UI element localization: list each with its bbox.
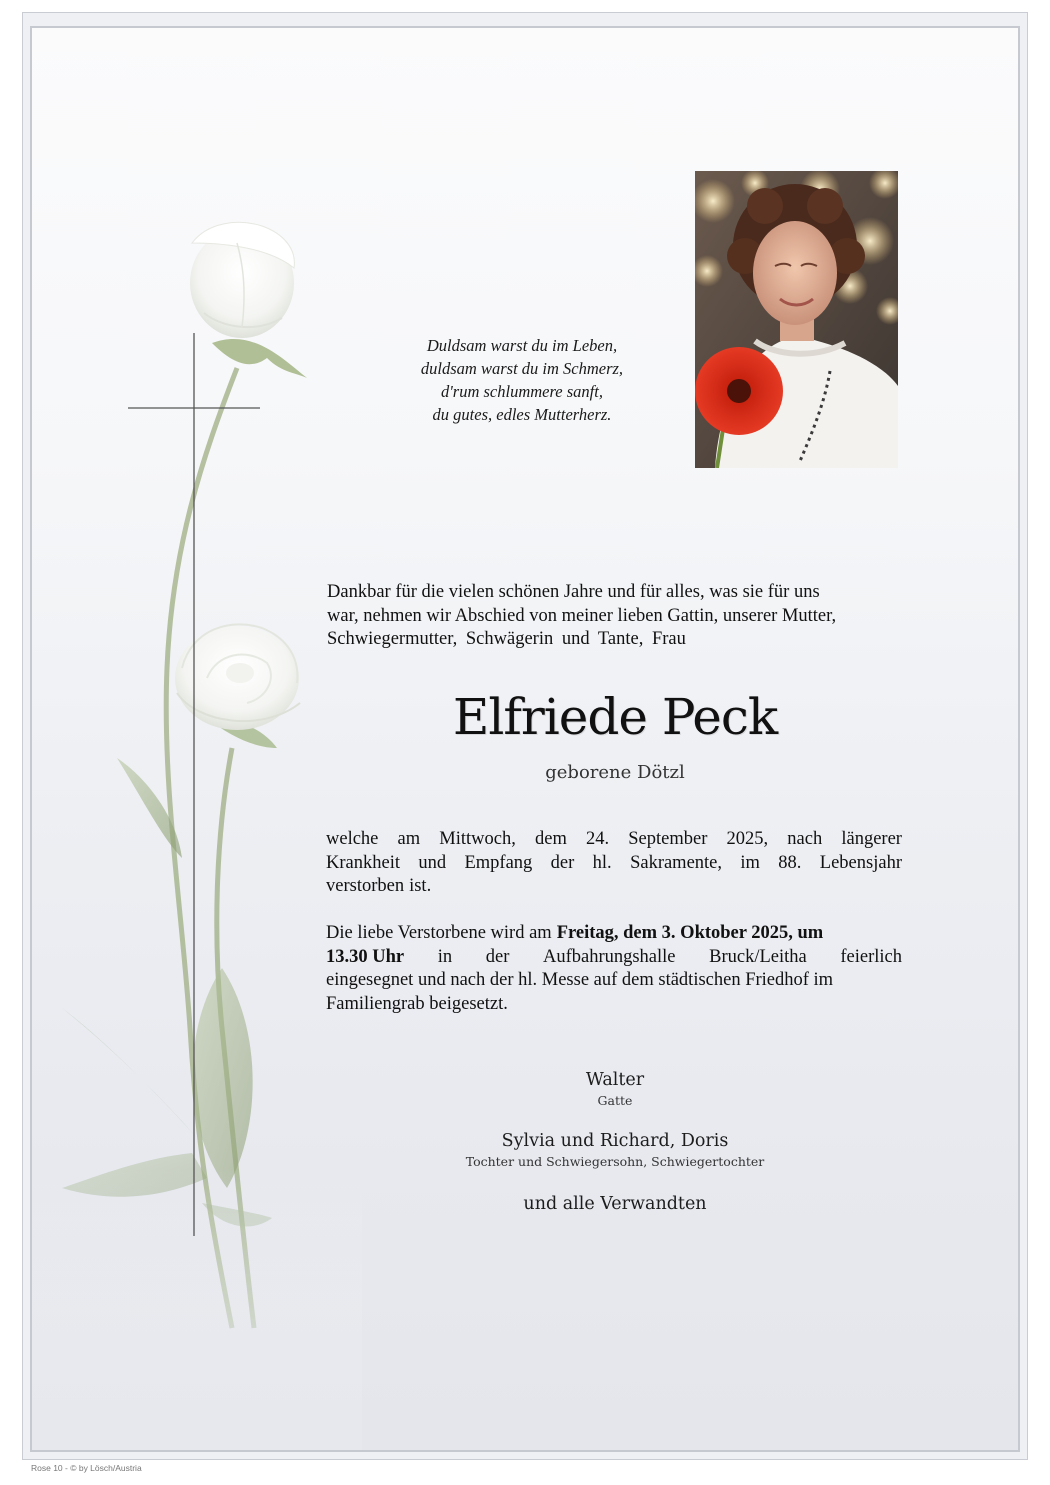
word: September <box>628 829 708 849</box>
funeral-paragraph <box>326 922 902 1016</box>
word: 88. <box>778 852 802 873</box>
quote-line: d'rum schlummere sanft, <box>441 382 603 401</box>
portrait-image <box>695 171 898 468</box>
birth-name: geborene Dötzl <box>545 762 685 783</box>
word: Mittwoch, <box>439 829 516 849</box>
word: im <box>740 852 760 873</box>
parte-card <box>30 26 1020 1452</box>
word: 2025, <box>726 829 769 849</box>
quote-line: duldsam warst du im Schmerz, <box>420 359 624 378</box>
word: 24. <box>586 829 610 849</box>
death-notice-paragraph <box>326 828 902 899</box>
intro-line: Dankbar für die vielen schönen Jahre und für alles, was sie für uns <box>327 582 820 602</box>
word: längerer <box>841 829 902 849</box>
template-credit: Rose 10 - © by Lösch/Austria <box>31 1463 142 1473</box>
funeral-line-3: eingesegnet und nach der hl. Messe auf dem städtischen Friedhof im <box>326 970 834 990</box>
intro-line: Schwiegermutter, Schwägerin und Tante, Frau <box>327 629 686 649</box>
word: und <box>418 852 447 873</box>
word: Empfang <box>464 852 533 873</box>
word: Aufbahrungshalle <box>542 946 676 967</box>
intro-paragraph <box>327 581 902 652</box>
funeral-line-2 <box>326 946 902 970</box>
word: verstorben <box>326 876 405 896</box>
word: welche <box>326 829 379 849</box>
mourner-relation: Tochter und Schwiegersohn, Schwiegertochter <box>465 1154 765 1169</box>
funeral-line-1 <box>326 922 902 946</box>
word: der <box>485 946 510 967</box>
deceased-name: Elfriede Peck <box>452 688 778 746</box>
funeral-date: Freitag, dem 3. Oktober 2025, um <box>556 923 824 943</box>
word: Sakramente, <box>630 852 723 873</box>
mourner-relation: Gatte <box>597 1093 633 1108</box>
funeral-line-4: Familiengrab beigesetzt. <box>326 993 508 1014</box>
word: hl. <box>592 852 612 873</box>
memorial-quote <box>372 334 672 426</box>
red-gerbera <box>695 347 783 435</box>
funeral-location: Bruck/Leitha <box>709 946 807 967</box>
word: nach <box>787 829 823 849</box>
mourners-closing: und alle Verwandten <box>523 1194 707 1214</box>
mourners-block <box>325 1068 905 1216</box>
intro-line: war, nehmen wir Abschied von meiner lieben Gattin, unserer Mutter, <box>327 605 837 626</box>
death-line-2 <box>326 852 902 876</box>
word: feierlich <box>840 946 902 967</box>
word: am <box>397 829 421 849</box>
death-line-3 <box>326 875 902 899</box>
word: dem <box>535 829 567 849</box>
word: der <box>550 852 575 873</box>
mourner-name: Walter <box>585 1070 645 1090</box>
funeral-text: Die liebe Verstorbene wird am <box>326 923 552 943</box>
cross-symbol <box>32 28 362 1452</box>
quote-line: du gutes, edles Mutterherz. <box>432 405 612 424</box>
word: Krankheit <box>326 852 400 873</box>
word: ist. <box>409 876 432 896</box>
death-line-1 <box>326 828 902 852</box>
portrait-photo <box>695 171 898 468</box>
mourner-name: Sylvia und Richard, Doris <box>501 1131 729 1151</box>
quote-line: Duldsam warst du im Leben, <box>426 336 618 355</box>
word: Lebensjahr <box>819 852 902 873</box>
funeral-time: 13.30 Uhr <box>326 946 405 967</box>
word: in <box>437 946 453 967</box>
